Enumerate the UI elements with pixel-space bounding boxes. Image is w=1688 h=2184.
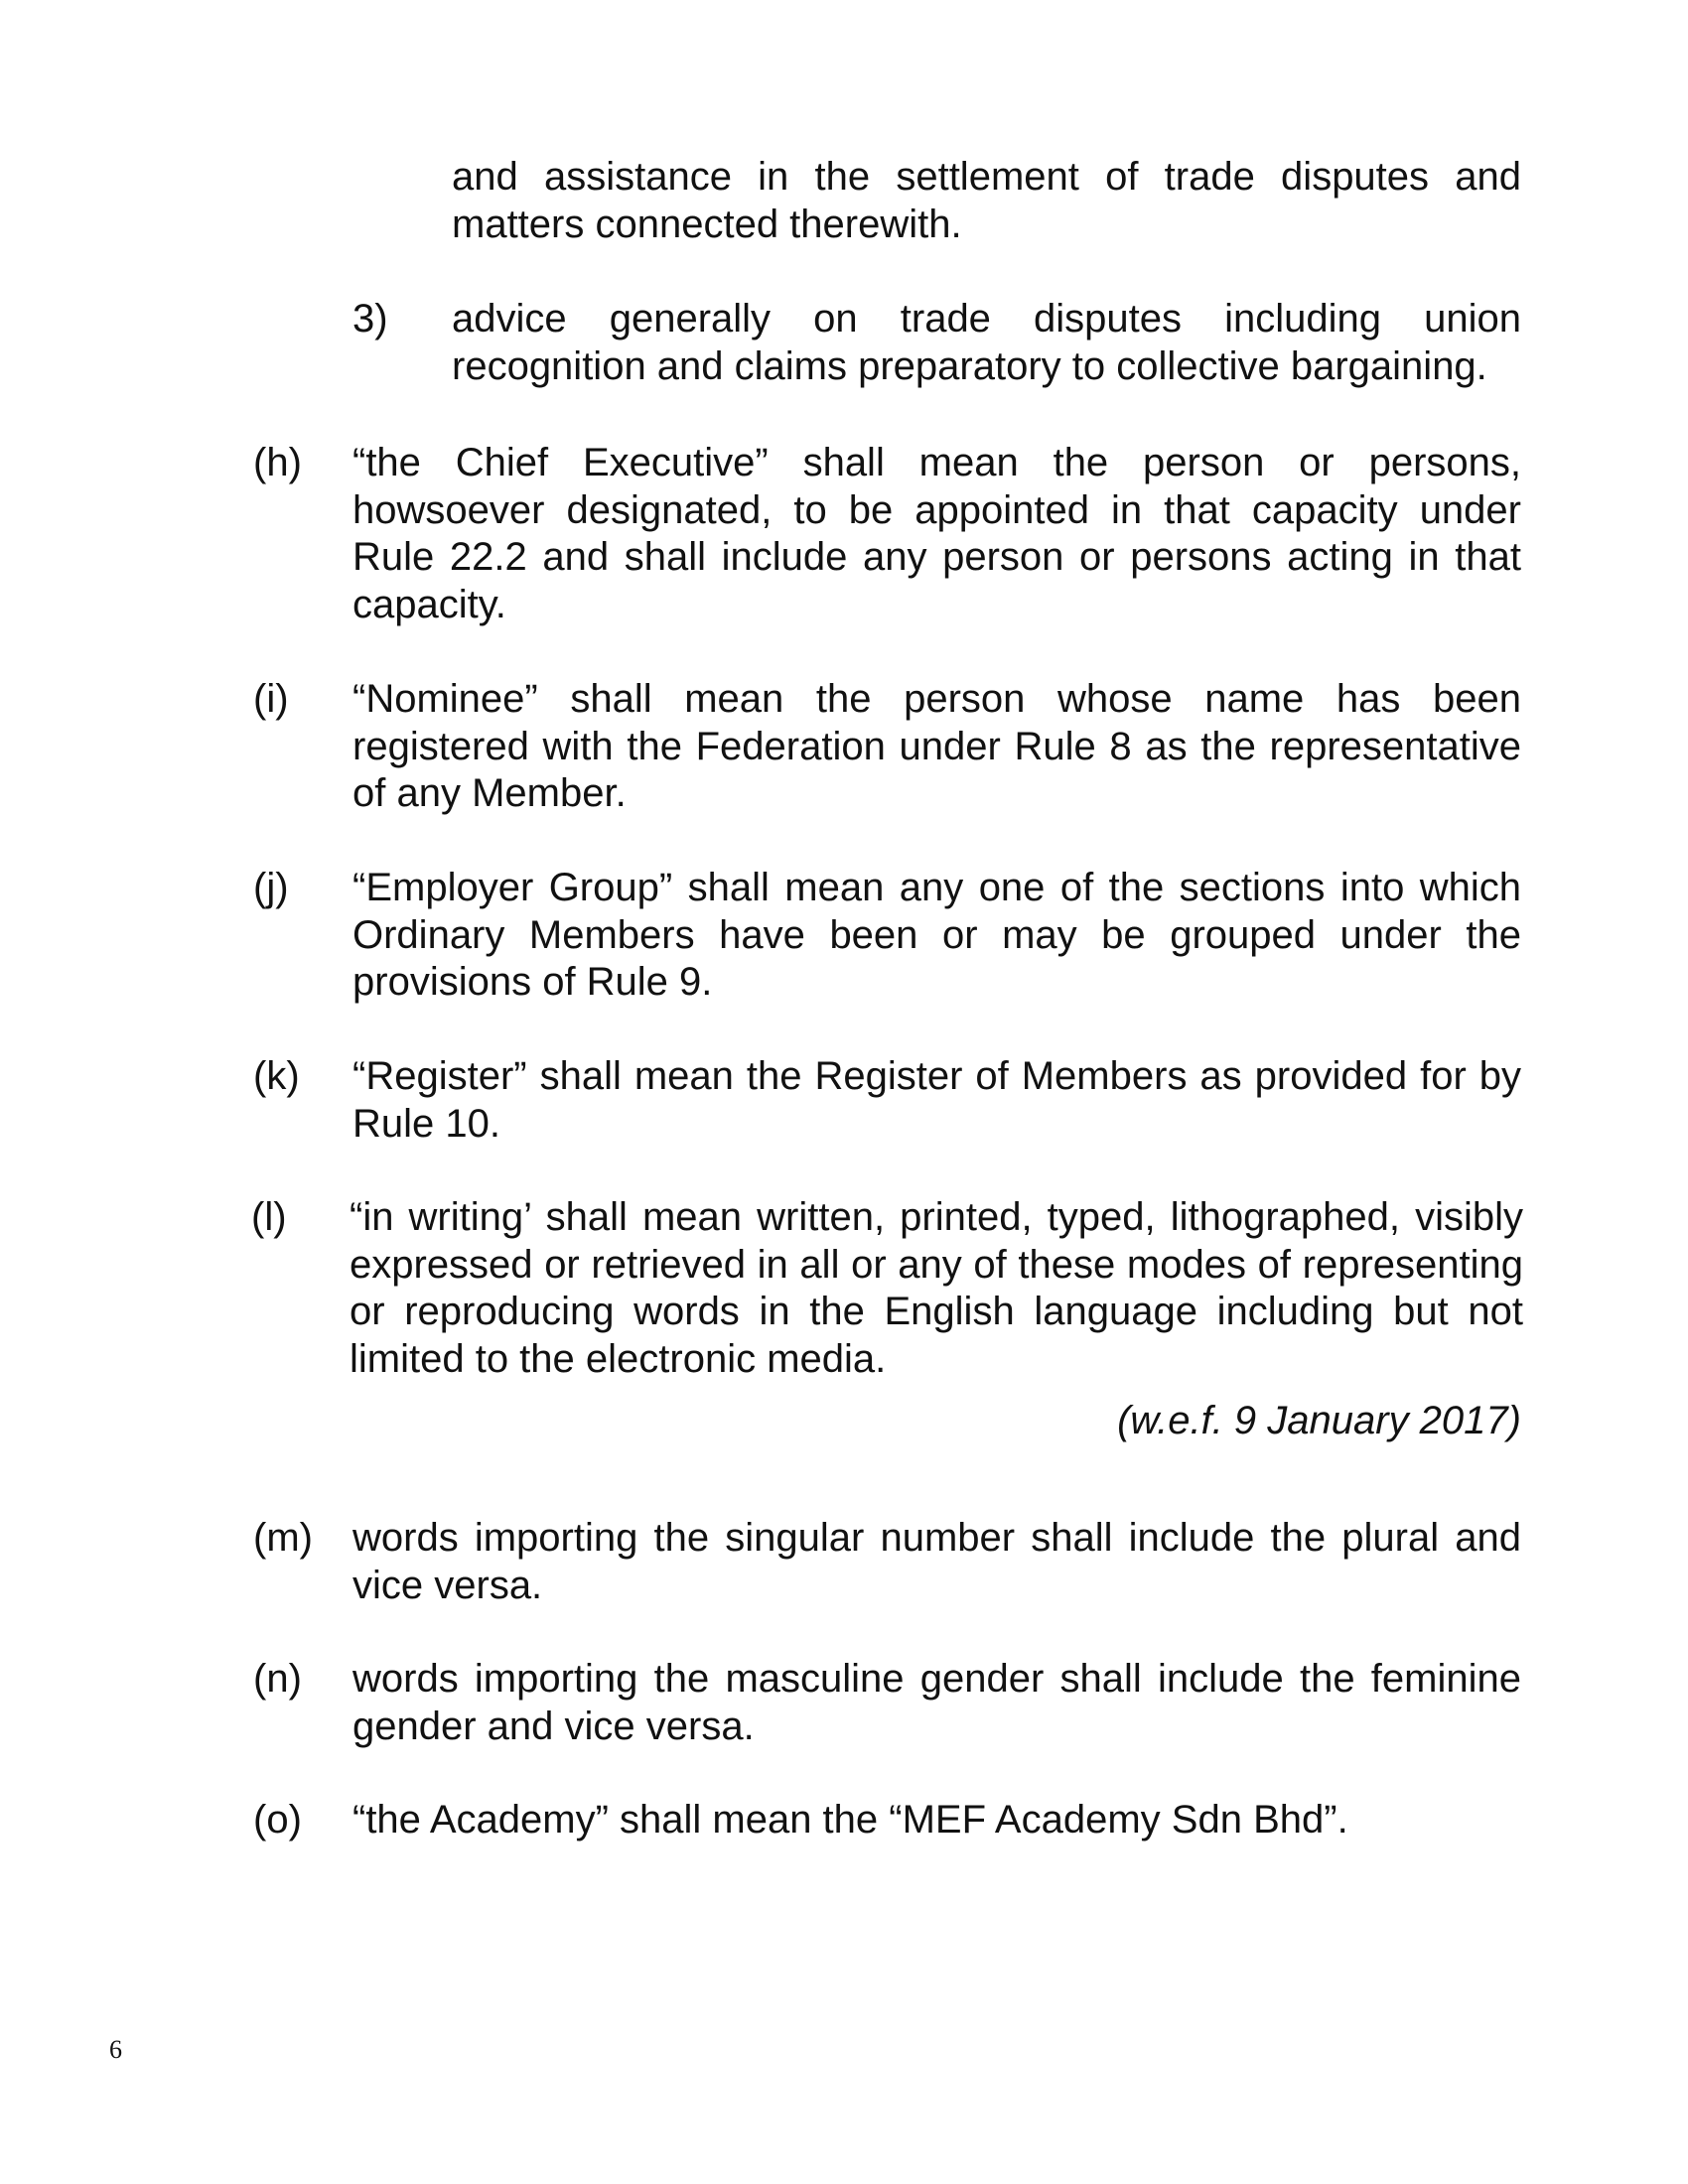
definition-label-l: (l)	[251, 1195, 287, 1239]
definition-label-j: (j)	[253, 866, 289, 909]
definition-text-l: “in writing’ shall mean written, printed, typed, lithographed, visibly expressed or retrieved in all or any of these modes of representing or reproducing words in the English language including but not limited to the electronic media.	[350, 1195, 1523, 1381]
definition-label-m: (m)	[253, 1516, 313, 1560]
definition-label-o: (o)	[253, 1798, 302, 1842]
sub-item-label: 3)	[352, 297, 388, 341]
definition-label-k: (k)	[253, 1054, 300, 1098]
sub-item-text: advice generally on trade disputes including union recognition and claims preparatory to collective bargaining.	[452, 297, 1521, 388]
definition-text-k: “Register” shall mean the Register of Members as provided for by Rule 10.	[352, 1054, 1521, 1146]
definition-text-n: words importing the masculine gender shall include the feminine gender and vice versa.	[352, 1657, 1521, 1748]
definition-text-h: “the Chief Executive” shall mean the person or persons, howsoever designated, to be appointed in that capacity under Rule 22.2 and shall include any person or persons acting in that capacity.	[352, 441, 1521, 626]
definition-text-m: words importing the singular number shall include the plural and vice versa.	[352, 1516, 1521, 1607]
definition-text-j: “Employer Group” shall mean any one of the sections into which Ordinary Members have been or may be grouped under the provisions of Rule 9.	[352, 866, 1521, 1004]
definition-label-h: (h)	[253, 441, 302, 484]
page-number: 6	[109, 2035, 122, 2064]
definition-text-o: “the Academy” shall mean the “MEF Academy Sdn Bhd”.	[352, 1798, 1348, 1842]
continuation-paragraph: and assistance in the settlement of trade disputes and matters connected therewith.	[452, 155, 1521, 246]
definition-label-n: (n)	[253, 1657, 302, 1701]
definition-label-i: (i)	[253, 677, 289, 721]
amendment-note: (w.e.f. 9 January 2017)	[1117, 1399, 1521, 1442]
definition-text-i: “Nominee” shall mean the person whose name has been registered with the Federation under Rule 8 as the representative of any Member.	[352, 677, 1521, 815]
